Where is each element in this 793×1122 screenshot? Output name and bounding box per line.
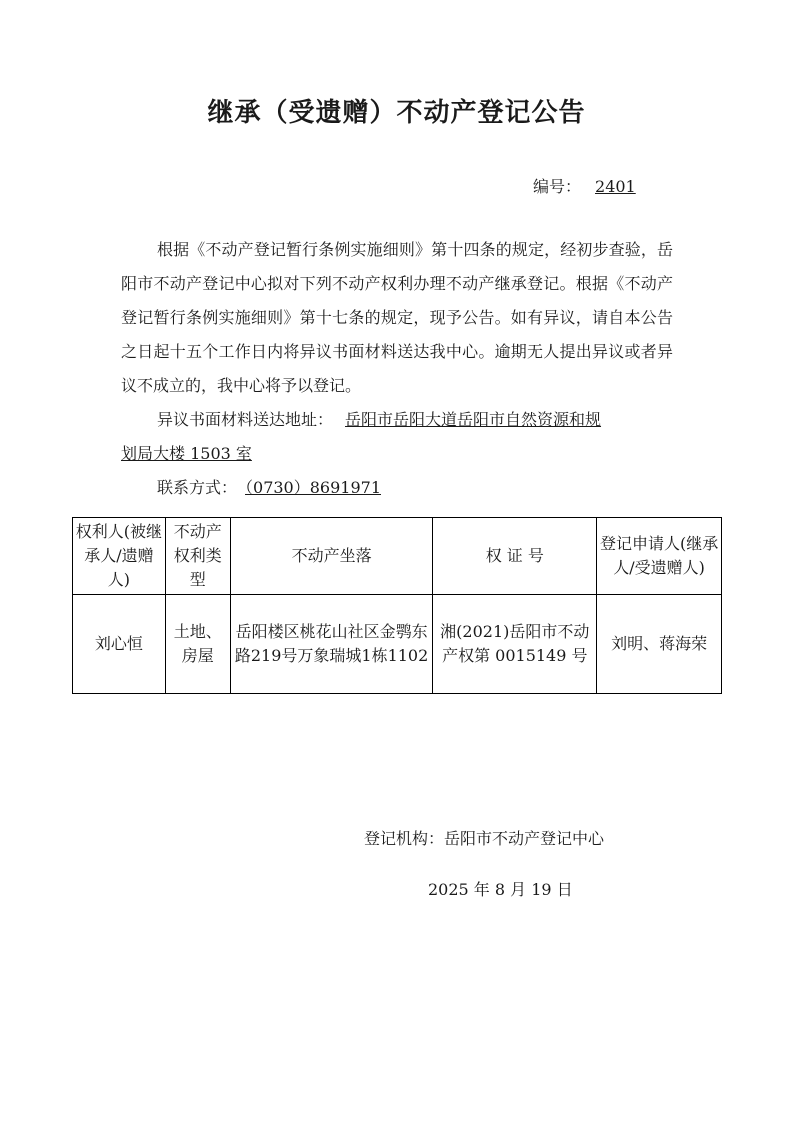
contact-label: 联系方式：	[157, 478, 238, 497]
registration-table	[72, 517, 722, 694]
header-location: 不动产坐落	[230, 518, 433, 595]
cell-location: 岳阳楼区桃花山社区金鹗东路219号万象瑞城1栋1102	[230, 595, 433, 694]
notice-number	[533, 174, 636, 197]
notice-paragraph: 根据《不动产登记暂行条例实施细则》第十四条的规定，经初步查验，岳阳市不动产登记中心拟对下列不动产权利办理不动产继承登记。根据《不动产登记暂行条例实施细则》第十七条的规定，现予公告。如有异议，请自本公告之日起十五个工作日内将异议书面材料送达我中心。逾期无人提出异议或者异议不成立的，我中心将予以登记。	[121, 240, 673, 395]
header-certificate: 权 证 号	[433, 518, 597, 595]
header-holder: 权利人(被继承人/遗赠人)	[73, 518, 166, 595]
header-applicant: 登记申请人(继承人/受遗赠人)	[597, 518, 722, 595]
address-line-1: 岳阳市岳阳大道岳阳市自然资源和规	[345, 410, 602, 429]
cell-type: 土地、房屋	[165, 595, 230, 694]
notice-date: 2025 年 8 月 19 日	[428, 880, 573, 899]
page-title: 继承（受遗赠）不动产登记公告	[207, 98, 586, 128]
table-row	[73, 595, 722, 694]
contact-info	[157, 471, 405, 505]
registration-authority: 登记机构：岳阳市不动产登记中心	[364, 829, 605, 848]
address-label: 异议书面材料送达地址：	[157, 410, 334, 429]
objection-address	[157, 403, 601, 437]
contact-value: （0730）8691971	[245, 478, 381, 497]
table-header-row	[73, 518, 722, 595]
cell-holder: 刘心恒	[73, 595, 166, 694]
header-type: 不动产权利类型	[165, 518, 230, 595]
objection-address-cont	[121, 437, 252, 471]
notice-number-value: 2401	[595, 177, 636, 196]
cell-applicant: 刘明、蒋海荣	[597, 595, 722, 694]
address-line-2: 划局大楼 1503 室	[121, 444, 252, 463]
cell-certificate: 湘(2021)岳阳市不动产权第 0015149 号	[433, 595, 597, 694]
notice-number-label: 编号：	[533, 177, 582, 196]
